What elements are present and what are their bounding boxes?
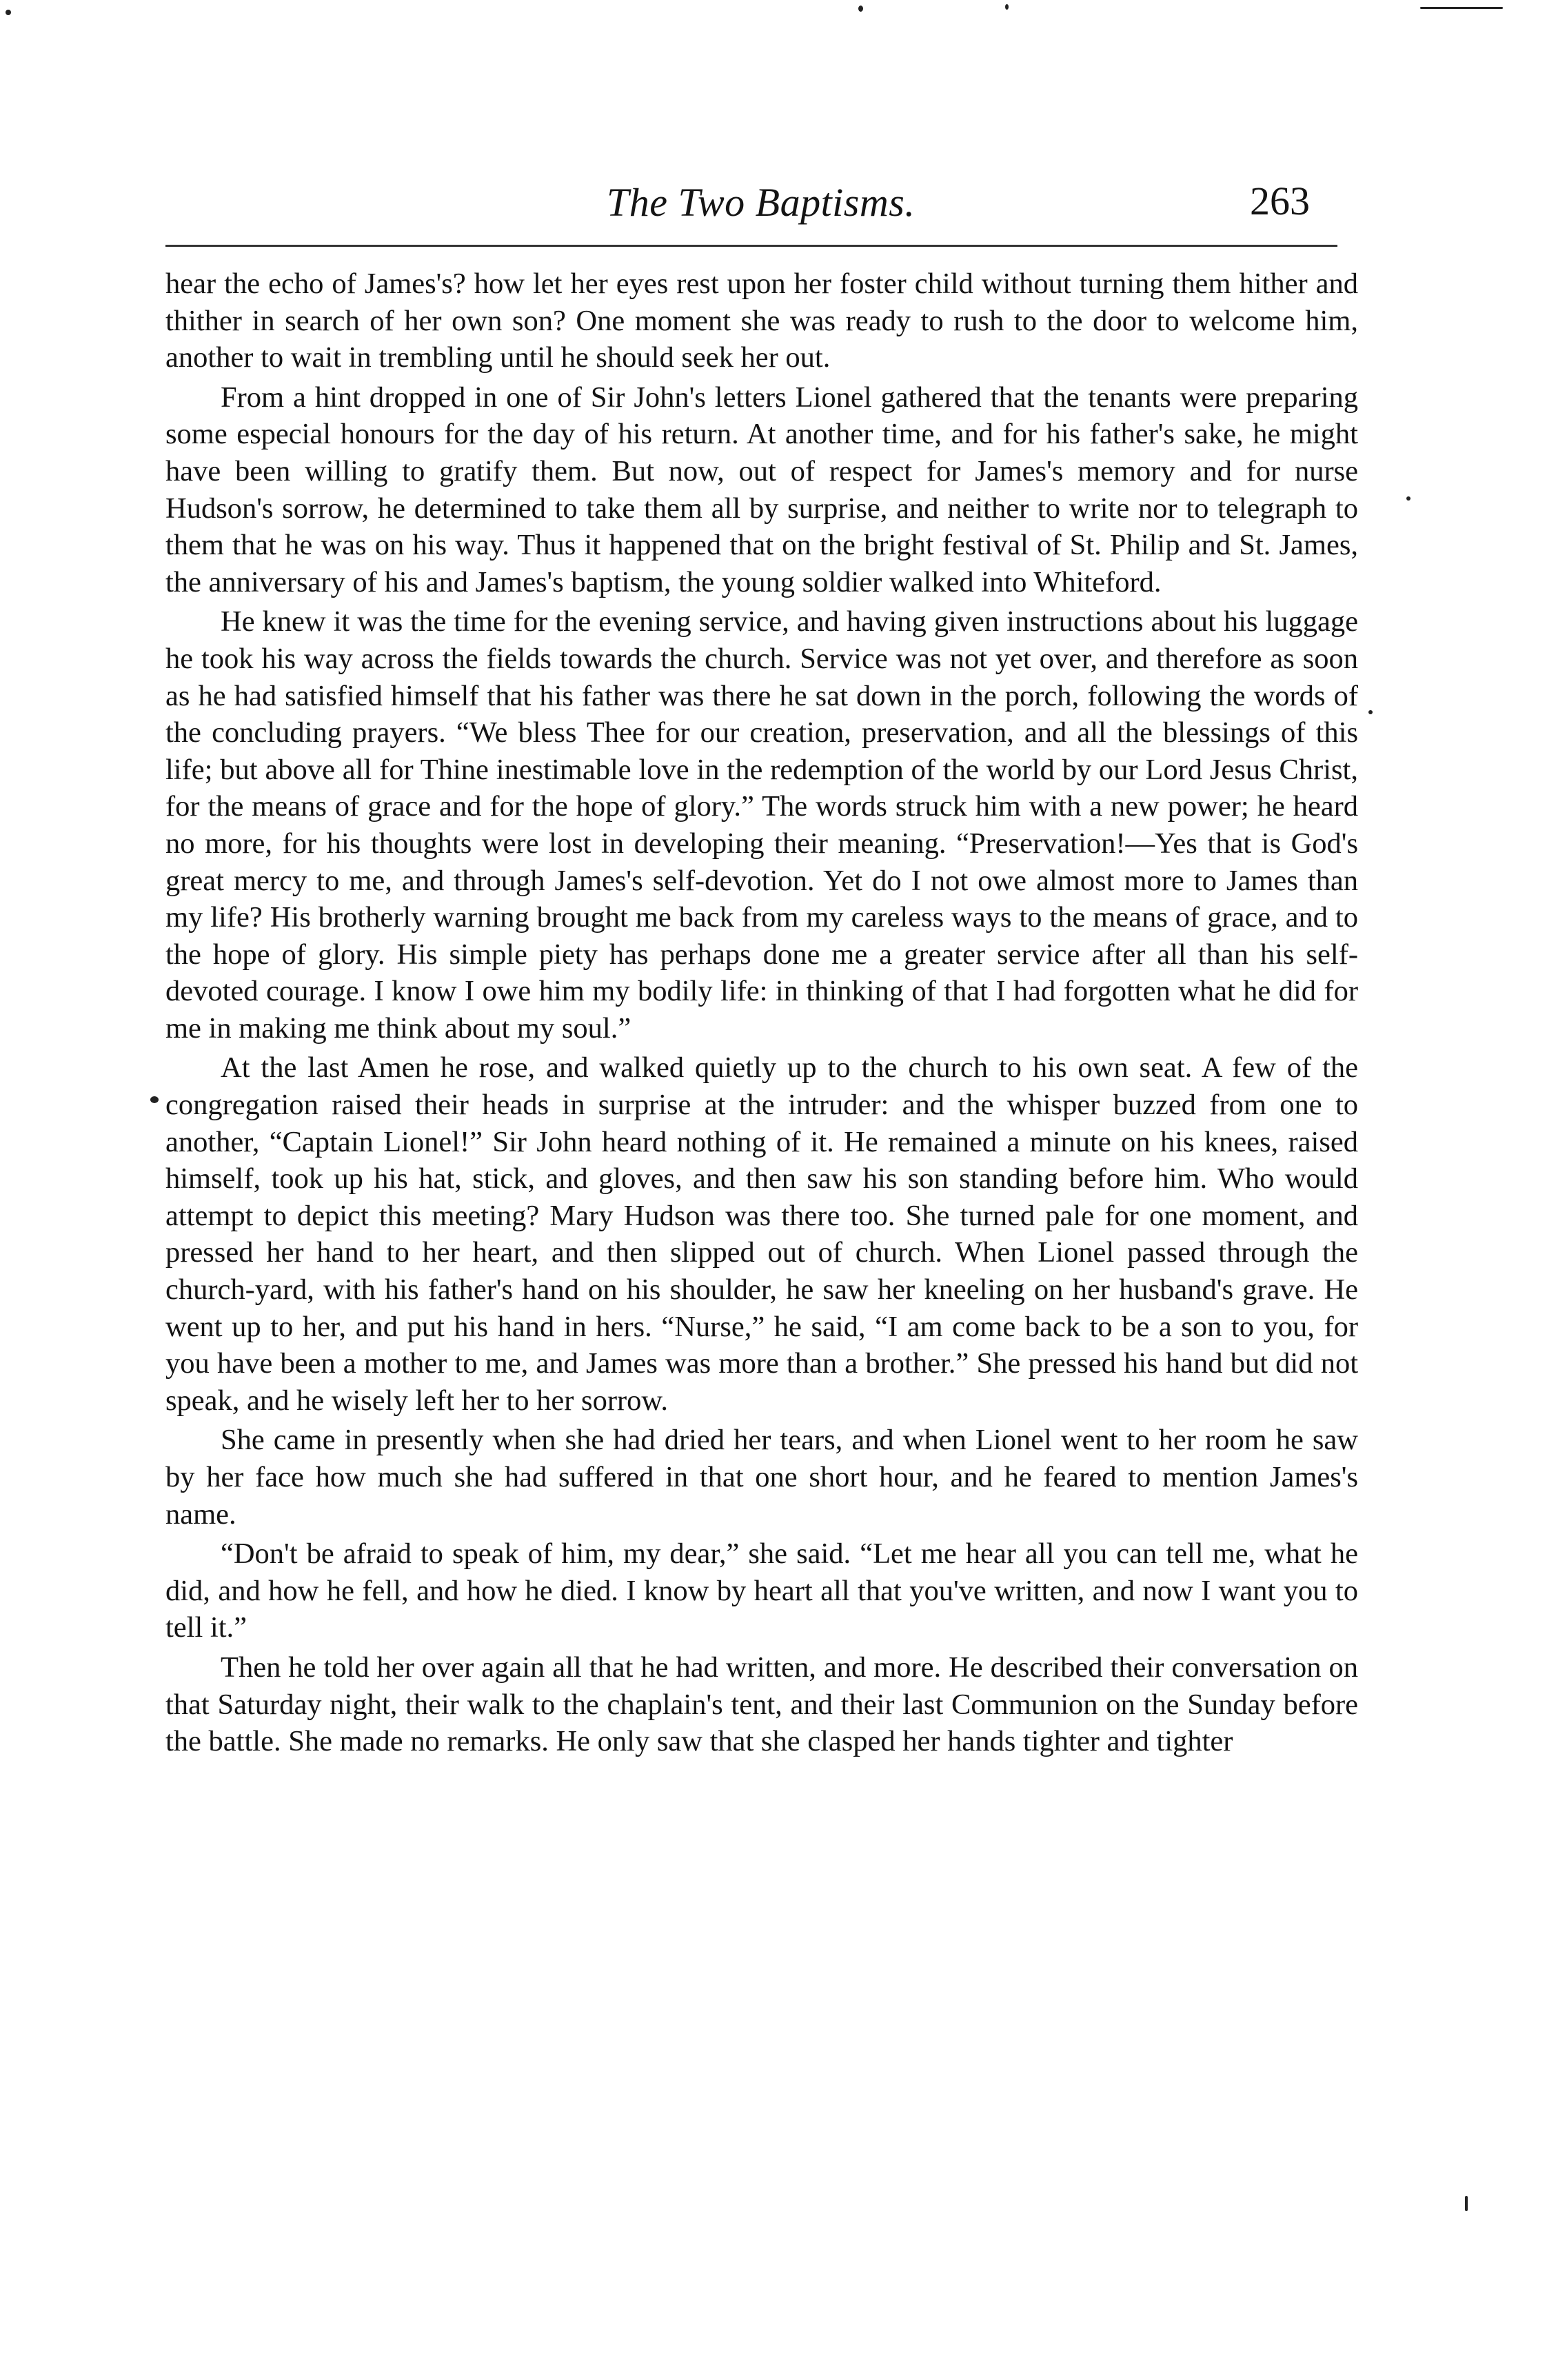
- header-rule: [165, 245, 1337, 247]
- paragraph: From a hint dropped in one of Sir John's letters Lionel gathered that the tenants were preparing some especial honours for the day of his return. At another time, and for his father's sake, he might have been willing to gratify them. But now, out of respect for James's memory and for nurse Hudson's sorrow, he determined to take them all by surprise, and neither to write nor to telegraph to them that he was on his way. Thus it happened that on the bright festival of St. Philip and St. James, the anniversary of his and James's baptism, the young soldier walked into Whiteford.: [165, 381, 1358, 598]
- page-number: 263: [1250, 179, 1310, 223]
- paragraph: At the last Amen he rose, and walked quietly up to the church to his own seat. A few of the congregation raised their heads in surprise at the intruder: and the whisper buzzed from one to another, “Captain Lionel!” Sir John heard nothing of it. He remained a minute on his knees, raised himself, took up his hat, stick, and gloves, and then saw his son standing before him. Who would attempt to depict this meeting? Mary Hudson was there too. She turned pale for one moment, and pressed her hand to her heart, and then slipped out of church. When Lionel passed through the church-yard, with his father's hand on his shoulder, he saw her kneeling on her husband's grave. He went up to her, and put his hand in hers. “Nurse,” he said, “I am come back to be a son to you, for you have been a mother to me, and James was more than a brother.” She pressed his hand but did not speak, and he wisely left her to her sorrow.: [165, 1051, 1358, 1417]
- paragraph: Then he told her over again all that he had written, and more. He described their conversation on that Saturday night, their walk to the chaplain's tent, and their last Communion on the Sunday before the battle. She made no remarks. He only saw that she clasped her hands tighter and tighter: [165, 1651, 1358, 1758]
- scan-speck: [6, 10, 11, 15]
- scan-speck: [858, 6, 863, 12]
- scan-speck: [1420, 7, 1503, 9]
- scan-speck: [1406, 496, 1410, 501]
- page-header: [165, 172, 1337, 234]
- scan-speck: [1005, 4, 1009, 10]
- body-text: [165, 265, 1358, 1760]
- paragraph: She came in presently when she had dried her tears, and when Lionel went to her room he saw by her face how much she had suffered in that one short hour, and he feared to mention James's name.: [165, 1424, 1358, 1531]
- paragraph: He knew it was the time for the evening service, and having given instructions about his luggage he took his way across the fields towards the church. Service was not yet over, and therefore as soon as he had satisfied himself that his father was there he sat down in the porch, following the words of the concluding prayers. “We bless Thee for our creation, preservation, and all the blessings of this life; but above all for Thine inestimable love in the redemption of the world by our Lord Jesus Christ, for the means of grace and for the hope of glory.” The words struck him with a new power; he heard no more, for his thoughts were lost in developing their meaning. “Preservation!—Yes that is God's great mercy to me, and through James's self-devotion. Yet do I not owe almost more to James than my life? His brotherly warning brought me back from my careless ways to the means of grace, and to the hope of glory. His simple piety has perhaps done me a greater service after all than his self-devoted courage. I know I owe him my bodily life: in thinking of that I had forgotten what he did for me in making me think about my soul.”: [165, 605, 1358, 1045]
- scan-speck: [150, 1096, 159, 1103]
- paragraph: hear the echo of James's? how let her eyes rest upon her foster child without turning them hither and thither in search of her own son? One moment she was ready to rush to the door to welcome him, another to wait in trembling until he should seek her out.: [165, 268, 1358, 374]
- scan-speck: [1368, 710, 1373, 714]
- running-title: The Two Baptisms.: [607, 180, 916, 225]
- scan-speck: [1465, 2196, 1468, 2211]
- paragraph: “Don't be afraid to speak of him, my dear,” she said. “Let me hear all you can tell me, what he did, and how he fell, and how he died. I know by heart all that you've written, and now I want you to tell it.”: [165, 1537, 1358, 1644]
